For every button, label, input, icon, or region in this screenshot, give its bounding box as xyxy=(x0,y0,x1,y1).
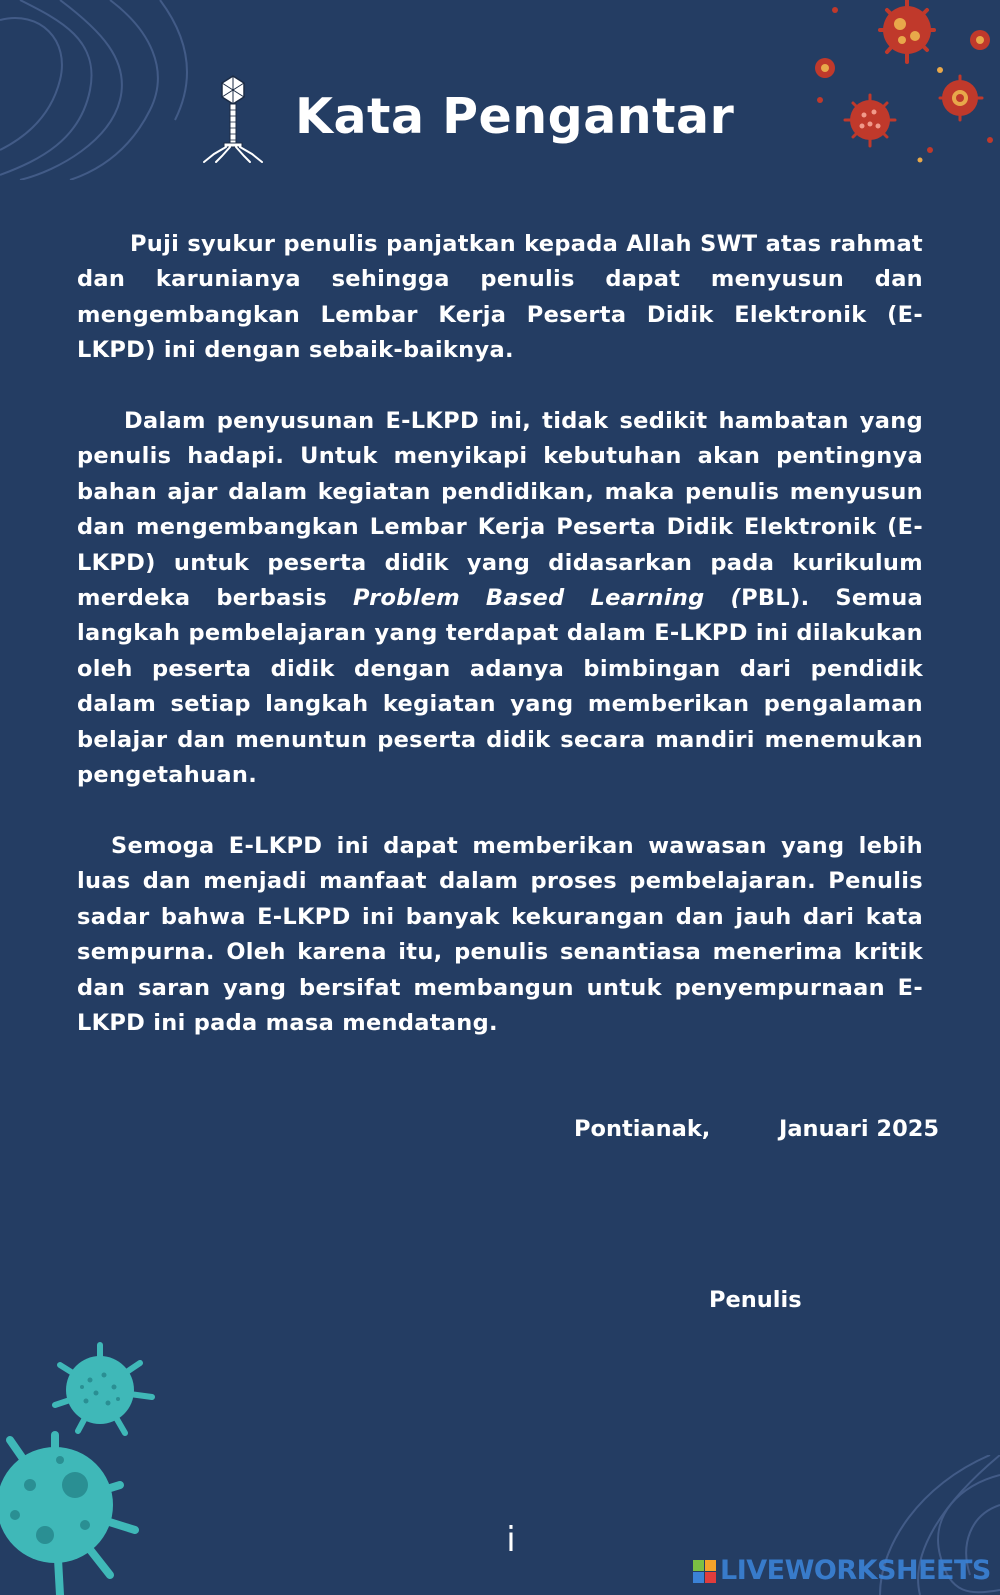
paragraph-3: Semoga E-LKPD ini dapat memberikan wawasan yang lebih luas dan menjadi manfaat dalam proses pembelajaran. Penulis sadar bahwa E-LKPD ini banyak kekurangan dan jauh dari kata sempurna. Oleh karena itu, penulis senantiasa menerima kritik dan saran yang bersifat membangun untuk penyempurnaan E-LKPD ini pada masa mendatang. xyxy=(77,832,923,1036)
liveworksheets-watermark xyxy=(693,1552,993,1588)
paragraph-2-italic: Problem Based Learning ( xyxy=(352,585,742,612)
red-virus-cluster-icon xyxy=(810,0,1000,170)
paragraph-1: Puji syukur penulis panjatkan kepada Allah SWT atas rahmat dan karunianya sehingga penulis dapat menyusun dan mengembangkan Lembar Kerja Peserta Didik Elektronik (E-LKPD) ini dengan sebaik-baiknya. xyxy=(77,231,923,364)
paragraph-2-part-1: Dalam penyusunan E-LKPD ini, tidak sedikit hambatan yang penulis hadapi. Untuk menyikapi kebutuhan akan pentingnya bahan ajar dalam kegiatan pendidikan, maka penulis menyusun dan mengembangkan Lembar Kerja Peserta Didik Elektronik (E-LKPD) untuk peserta didik yang didasarkan pada kurikulum merdeka berbasis xyxy=(77,408,923,612)
bacteriophage-icon xyxy=(200,74,266,164)
date: Januari 2025 xyxy=(779,1116,940,1142)
watermark-text: LIVEWORKSHEETS xyxy=(720,1555,991,1586)
liveworksheets-logo-icon xyxy=(693,1560,717,1584)
page-title: Kata Pengantar xyxy=(295,88,735,145)
paragraph-2-part-2: PBL). Semua langkah pembelajaran yang terdapat dalam E-LKPD ini dilakukan oleh peserta didik dengan adanya bimbingan dari pendidik dalam setiap langkah kegiatan yang memberikan pengalaman belajar dan menuntun peserta didik secara mandiri menemukan pengetahuan. xyxy=(77,585,923,789)
place: Pontianak, xyxy=(574,1116,711,1142)
page-number: i xyxy=(506,1520,516,1560)
signer: Penulis xyxy=(709,1287,802,1313)
teal-virus-cluster-icon xyxy=(0,1335,170,1595)
body-text xyxy=(77,227,923,1077)
paragraph-2 xyxy=(77,404,923,793)
contour-lines-decoration xyxy=(0,0,200,180)
